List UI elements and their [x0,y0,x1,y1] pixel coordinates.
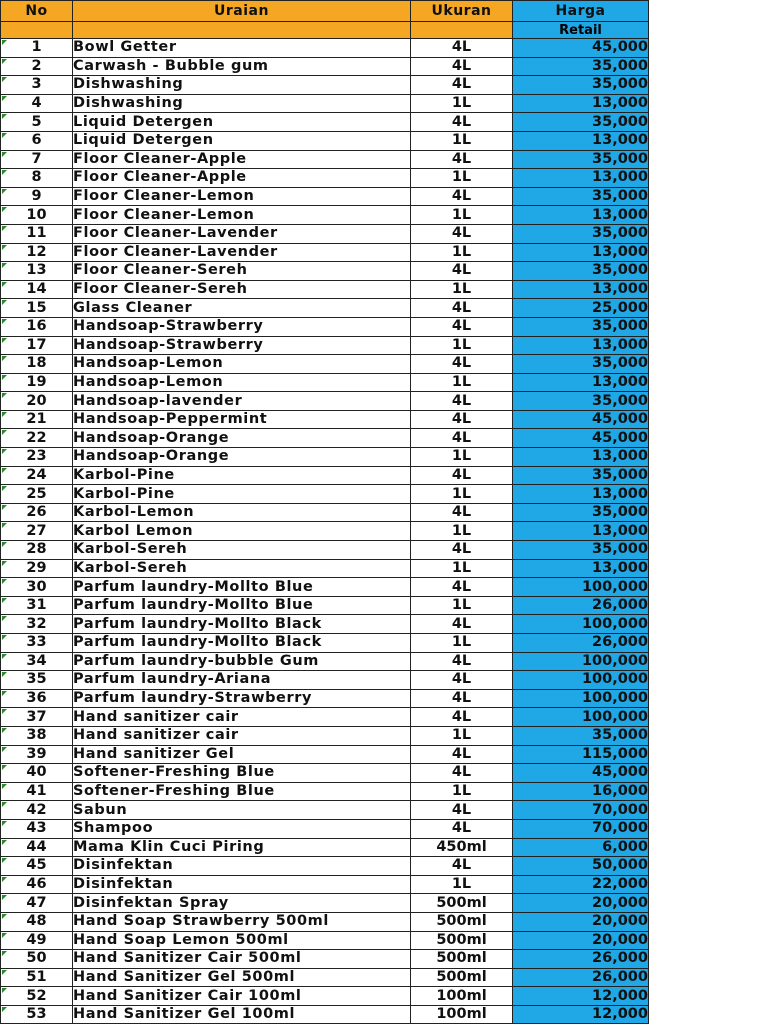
row-price: 13,000 [513,559,649,578]
row-no: 41 [1,782,73,801]
row-description: Parfum laundry-Mollto Blue [73,578,411,597]
row-description: Handsoap-Orange [73,429,411,448]
table-row [1,801,649,820]
row-description: Softener-Freshing Blue [73,782,411,801]
row-size: 4L [411,317,513,336]
row-price: 16,000 [513,782,649,801]
row-price: 13,000 [513,522,649,541]
row-description: Glass Cleaner [73,299,411,318]
row-price: 100,000 [513,708,649,727]
row-price: 13,000 [513,131,649,150]
row-no: 30 [1,578,73,597]
row-price: 100,000 [513,615,649,634]
row-description: Floor Cleaner-Apple [73,150,411,169]
row-no: 17 [1,336,73,355]
header-ukuran-blank [411,22,513,39]
table-row [1,541,649,560]
row-price: 70,000 [513,819,649,838]
row-size: 1L [411,280,513,299]
row-description: Bowl Getter [73,39,411,58]
row-description: Hand Soap Lemon 500ml [73,931,411,950]
row-no: 52 [1,987,73,1006]
row-no: 53 [1,1005,73,1024]
row-no: 6 [1,131,73,150]
row-price: 70,000 [513,801,649,820]
row-description: Handsoap-Strawberry [73,317,411,336]
row-price: 35,000 [513,541,649,560]
row-no: 49 [1,931,73,950]
table-row [1,224,649,243]
table-row [1,894,649,913]
row-no: 47 [1,894,73,913]
table-row [1,764,649,783]
header-retail: Retail [513,22,649,39]
row-no: 15 [1,299,73,318]
row-size: 4L [411,857,513,876]
row-price: 13,000 [513,373,649,392]
row-price: 35,000 [513,392,649,411]
row-price: 35,000 [513,466,649,485]
row-price: 20,000 [513,931,649,950]
row-no: 10 [1,206,73,225]
row-no: 42 [1,801,73,820]
row-price: 12,000 [513,987,649,1006]
row-description: Shampoo [73,819,411,838]
row-description: Handsoap-Lemon [73,355,411,374]
row-size: 100ml [411,987,513,1006]
row-description: Parfum laundry-Mollto Black [73,634,411,653]
row-size: 100ml [411,1005,513,1024]
row-no: 11 [1,224,73,243]
row-description: Floor Cleaner-Lavender [73,224,411,243]
row-size: 4L [411,76,513,95]
row-price: 100,000 [513,652,649,671]
row-price: 45,000 [513,410,649,429]
header-uraian: Uraian [73,1,411,22]
row-price: 20,000 [513,912,649,931]
row-price: 35,000 [513,150,649,169]
row-description: Hand Soap Strawberry 500ml [73,912,411,931]
row-size: 500ml [411,931,513,950]
table-row [1,94,649,113]
row-price: 26,000 [513,596,649,615]
row-size: 1L [411,243,513,262]
table-row [1,615,649,634]
row-no: 50 [1,950,73,969]
table-row [1,485,649,504]
row-description: Sabun [73,801,411,820]
row-size: 1L [411,726,513,745]
table-row [1,76,649,95]
row-size: 1L [411,559,513,578]
row-no: 44 [1,838,73,857]
row-description: Hand Sanitizer Cair 100ml [73,987,411,1006]
row-price: 12,000 [513,1005,649,1024]
row-no: 13 [1,262,73,281]
row-no: 3 [1,76,73,95]
row-description: Floor Cleaner-Apple [73,169,411,188]
row-description: Handsoap-lavender [73,392,411,411]
row-size: 1L [411,634,513,653]
row-size: 1L [411,336,513,355]
row-no: 22 [1,429,73,448]
row-size: 1L [411,485,513,504]
row-size: 4L [411,503,513,522]
row-description: Hand Sanitizer Gel 500ml [73,968,411,987]
row-size: 4L [411,819,513,838]
table-row [1,280,649,299]
row-size: 4L [411,708,513,727]
header-ukuran: Ukuran [411,1,513,22]
row-description: Karbol-Pine [73,485,411,504]
row-price: 13,000 [513,243,649,262]
row-price: 13,000 [513,485,649,504]
row-size: 4L [411,764,513,783]
row-no: 46 [1,875,73,894]
row-description: Handsoap-Peppermint [73,410,411,429]
row-price: 35,000 [513,262,649,281]
row-description: Karbol Lemon [73,522,411,541]
row-no: 37 [1,708,73,727]
row-price: 13,000 [513,206,649,225]
table-row [1,912,649,931]
row-description: Disinfektan [73,857,411,876]
row-no: 19 [1,373,73,392]
row-size: 4L [411,299,513,318]
table-row [1,448,649,467]
row-description: Hand sanitizer cair [73,726,411,745]
row-size: 1L [411,131,513,150]
row-price: 20,000 [513,894,649,913]
row-no: 20 [1,392,73,411]
row-no: 45 [1,857,73,876]
row-price: 26,000 [513,634,649,653]
row-size: 4L [411,541,513,560]
table-row [1,596,649,615]
table-row [1,150,649,169]
table-row [1,503,649,522]
row-size: 4L [411,355,513,374]
table-row [1,987,649,1006]
row-size: 1L [411,373,513,392]
table-row [1,857,649,876]
row-no: 35 [1,671,73,690]
row-size: 4L [411,466,513,485]
row-size: 1L [411,596,513,615]
row-description: Liquid Detergen [73,131,411,150]
table-row [1,726,649,745]
row-price: 35,000 [513,187,649,206]
table-row [1,243,649,262]
row-price: 35,000 [513,355,649,374]
row-size: 4L [411,113,513,132]
row-description: Parfum laundry-Ariana [73,671,411,690]
row-no: 26 [1,503,73,522]
row-size: 4L [411,224,513,243]
row-size: 4L [411,57,513,76]
row-description: Disinfektan [73,875,411,894]
row-size: 4L [411,578,513,597]
table-row [1,689,649,708]
table-body [1,39,649,1024]
row-size: 1L [411,875,513,894]
table-row [1,39,649,58]
row-price: 35,000 [513,57,649,76]
table-row [1,187,649,206]
row-price: 13,000 [513,94,649,113]
row-price: 100,000 [513,578,649,597]
table-row [1,819,649,838]
row-no: 23 [1,448,73,467]
row-size: 500ml [411,968,513,987]
row-price: 115,000 [513,745,649,764]
row-description: Dishwashing [73,94,411,113]
row-price: 45,000 [513,429,649,448]
row-description: Parfum laundry-Strawberry [73,689,411,708]
row-description: Hand Sanitizer Gel 100ml [73,1005,411,1024]
row-description: Hand sanitizer cair [73,708,411,727]
row-price: 35,000 [513,113,649,132]
table-row [1,522,649,541]
table-row [1,652,649,671]
table-row [1,113,649,132]
row-description: Floor Cleaner-Lavender [73,243,411,262]
row-no: 21 [1,410,73,429]
row-no: 18 [1,355,73,374]
row-size: 4L [411,689,513,708]
row-size: 450ml [411,838,513,857]
row-price: 100,000 [513,689,649,708]
row-no: 8 [1,169,73,188]
row-no: 31 [1,596,73,615]
row-price: 35,000 [513,317,649,336]
table-row [1,262,649,281]
row-price: 35,000 [513,726,649,745]
table-row [1,466,649,485]
table-row [1,299,649,318]
table-row [1,429,649,448]
row-size: 4L [411,429,513,448]
row-price: 26,000 [513,968,649,987]
row-description: Karbol-Sereh [73,541,411,560]
row-price: 13,000 [513,448,649,467]
table-row [1,634,649,653]
row-description: Handsoap-Lemon [73,373,411,392]
row-description: Softener-Freshing Blue [73,764,411,783]
row-size: 4L [411,262,513,281]
table-row [1,373,649,392]
table-row [1,206,649,225]
row-size: 500ml [411,894,513,913]
row-no: 34 [1,652,73,671]
row-no: 51 [1,968,73,987]
row-description: Hand Sanitizer Cair 500ml [73,950,411,969]
row-no: 2 [1,57,73,76]
row-price: 13,000 [513,280,649,299]
row-price: 25,000 [513,299,649,318]
row-size: 4L [411,187,513,206]
row-description: Handsoap-Strawberry [73,336,411,355]
table-row [1,745,649,764]
header-uraian-blank [73,22,411,39]
row-price: 13,000 [513,169,649,188]
row-size: 1L [411,448,513,467]
table-row [1,782,649,801]
row-size: 4L [411,150,513,169]
table-row [1,317,649,336]
row-description: Disinfektan Spray [73,894,411,913]
row-description: Karbol-Lemon [73,503,411,522]
table-row [1,838,649,857]
row-price: 6,000 [513,838,649,857]
row-no: 32 [1,615,73,634]
row-size: 4L [411,652,513,671]
row-size: 1L [411,206,513,225]
row-description: Karbol-Sereh [73,559,411,578]
row-description: Floor Cleaner-Lemon [73,206,411,225]
row-description: Parfum laundry-Mollto Blue [73,596,411,615]
row-size: 4L [411,801,513,820]
row-no: 7 [1,150,73,169]
table-row [1,169,649,188]
row-price: 50,000 [513,857,649,876]
row-no: 27 [1,522,73,541]
row-description: Liquid Detergen [73,113,411,132]
table-row [1,578,649,597]
row-price: 45,000 [513,39,649,58]
row-size: 4L [411,392,513,411]
row-price: 45,000 [513,764,649,783]
row-description: Parfum laundry-Mollto Black [73,615,411,634]
row-no: 24 [1,466,73,485]
row-size: 4L [411,39,513,58]
row-no: 9 [1,187,73,206]
table-row [1,57,649,76]
table-row [1,392,649,411]
row-description: Karbol-Pine [73,466,411,485]
row-no: 39 [1,745,73,764]
row-price: 35,000 [513,224,649,243]
row-no: 1 [1,39,73,58]
row-price: 35,000 [513,503,649,522]
row-no: 16 [1,317,73,336]
table-row [1,968,649,987]
row-description: Parfum laundry-bubble Gum [73,652,411,671]
row-description: Floor Cleaner-Lemon [73,187,411,206]
row-no: 5 [1,113,73,132]
row-size: 500ml [411,912,513,931]
row-description: Dishwashing [73,76,411,95]
table-row [1,336,649,355]
row-no: 28 [1,541,73,560]
table-row [1,559,649,578]
row-no: 33 [1,634,73,653]
row-size: 4L [411,671,513,690]
row-price: 13,000 [513,336,649,355]
row-price: 100,000 [513,671,649,690]
row-size: 1L [411,94,513,113]
row-size: 500ml [411,950,513,969]
row-no: 29 [1,559,73,578]
row-price: 26,000 [513,950,649,969]
row-no: 25 [1,485,73,504]
row-no: 4 [1,94,73,113]
row-no: 12 [1,243,73,262]
row-size: 1L [411,169,513,188]
row-size: 1L [411,782,513,801]
table-row [1,131,649,150]
table-row [1,410,649,429]
table-row [1,355,649,374]
table-row [1,1005,649,1024]
row-no: 14 [1,280,73,299]
row-description: Carwash - Bubble gum [73,57,411,76]
row-no: 48 [1,912,73,931]
table-row [1,708,649,727]
row-size: 4L [411,615,513,634]
table-row [1,931,649,950]
row-description: Mama Klin Cuci Piring [73,838,411,857]
row-no: 36 [1,689,73,708]
table-row [1,671,649,690]
row-no: 40 [1,764,73,783]
row-description: Floor Cleaner-Sereh [73,280,411,299]
row-size: 4L [411,410,513,429]
table-row [1,875,649,894]
header-no: No [1,1,73,22]
row-no: 43 [1,819,73,838]
row-price: 35,000 [513,76,649,95]
row-no: 38 [1,726,73,745]
row-description: Floor Cleaner-Sereh [73,262,411,281]
row-description: Handsoap-Orange [73,448,411,467]
row-price: 22,000 [513,875,649,894]
row-size: 1L [411,522,513,541]
header-harga: Harga [513,1,649,22]
row-size: 4L [411,745,513,764]
header-no-blank [1,22,73,39]
table-row [1,950,649,969]
row-description: Hand sanitizer Gel [73,745,411,764]
